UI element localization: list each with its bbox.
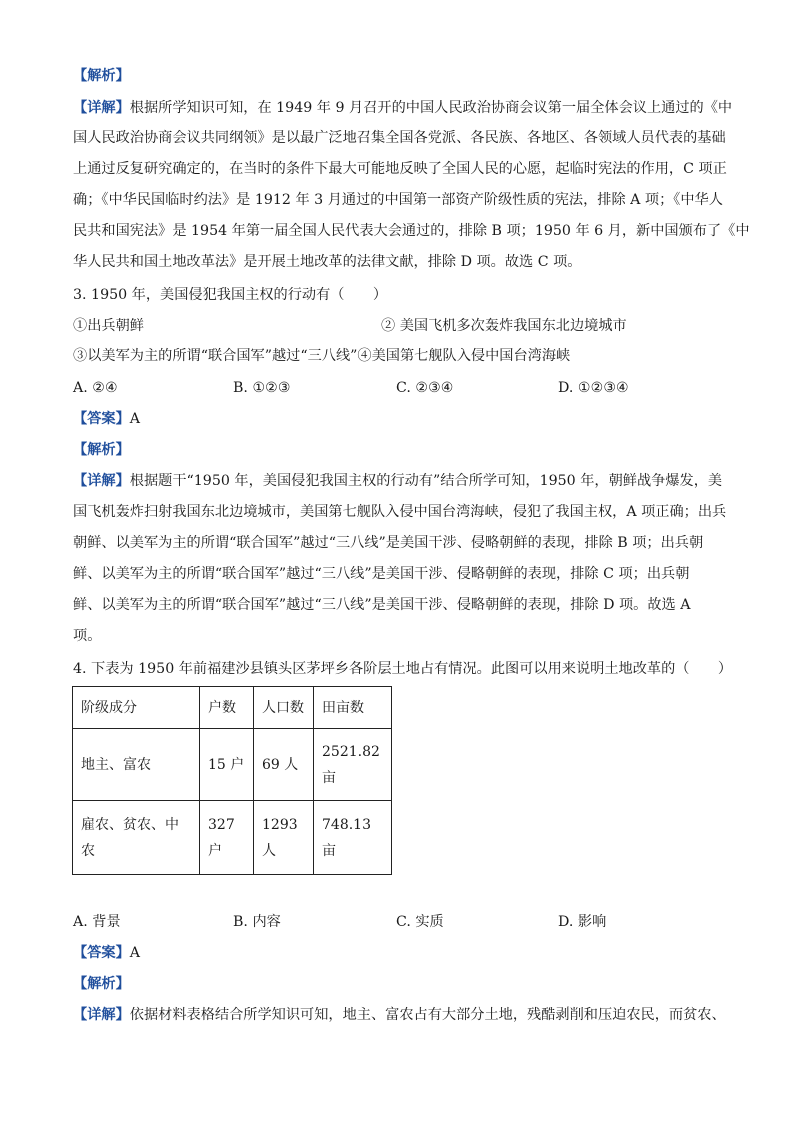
q4-option-a: A. 背景 — [73, 914, 121, 930]
detail-line: 民共和国宪法》是 1954 年第一届全国人民代表大会通过的，排除 B 项；1950 年 6 月，新中国颁布了《中 — [73, 223, 750, 239]
answer-label: 【答案】 — [73, 945, 130, 961]
question-3-stem: 3. 1950 年，美国侵犯我国主权的行动有（ ） — [73, 287, 388, 303]
detail-line — [73, 1005, 726, 1025]
detail-line: 项。 — [73, 628, 102, 644]
detail-text: 根据题干“1950 年，美国侵犯我国主权的行动有”结合所学可知，1950 年，朝鲜战争爆发，美 — [129, 473, 723, 489]
table-cell: 雇农、贫农、中农 — [73, 801, 200, 875]
detail-line: 鲜、以美军为主的所谓“联合国军”越过“三八线”是美国干涉、侵略朝鲜的表现，排除 D 项。故选 A — [73, 597, 691, 613]
table-cell: 748.13 亩 — [314, 801, 392, 875]
table-cell: 2521.82 亩 — [314, 729, 392, 801]
detail-label: 【详解】 — [73, 100, 130, 116]
detail-line: 上通过反复研究确定的，在当时的条件下最大可能地反映了全国人民的心愿，起临时宪法的作用，C 项正 — [73, 161, 727, 177]
table-header-cell: 户数 — [200, 687, 254, 729]
table-header-row — [73, 687, 392, 729]
analysis-label: 【解析】 — [73, 442, 130, 458]
question-4-stem: 4. 下表为 1950 年前福建沙县镇头区茅坪乡各阶层土地占有情况。此图可以用来说明土地改革的（ ） — [73, 661, 733, 677]
table-row — [73, 801, 392, 875]
answer-value: A — [129, 411, 141, 427]
table-row — [73, 729, 392, 801]
q4-answer — [73, 943, 140, 963]
table-cell: 地主、富农 — [73, 729, 200, 801]
q3-answer — [73, 409, 140, 429]
detail-line — [73, 98, 732, 118]
q3-option-c: C. ②③④ — [396, 380, 454, 396]
detail-line: 鲜、以美军为主的所谓“联合国军”越过“三八线”是美国干涉、侵略朝鲜的表现，排除 C 项；出兵朝 — [73, 566, 690, 582]
q3-item-3-4: ③以美军为主的所谓“联合国军”越过“三八线”④美国第七舰队入侵中国台湾海峡 — [73, 348, 571, 364]
q3-item-1: ①出兵朝鲜 — [73, 318, 144, 334]
land-ownership-table — [72, 686, 392, 875]
table-header-cell: 阶级成分 — [73, 687, 200, 729]
q4-option-d: D. 影响 — [558, 914, 607, 930]
answer-label: 【答案】 — [73, 411, 130, 427]
table-header-cell: 田亩数 — [314, 687, 392, 729]
detail-line: 国人民政治协商会议共同纲领》是以最广泛地召集全国各党派、各民族、各地区、各领域人员代表的基础 — [73, 130, 726, 146]
analysis-label: 【解析】 — [73, 976, 130, 992]
detail-text: 根据所学知识可知，在 1949 年 9 月召开的中国人民政治协商会议第一届全体会议上通过的《中 — [129, 100, 733, 116]
detail-line: 国飞机轰炸扫射我国东北边境城市，美国第七舰队入侵中国台湾海峡，侵犯了我国主权，A 项正确；出兵 — [73, 504, 727, 520]
table-cell: 1293 人 — [254, 801, 314, 875]
table-cell: 327 户 — [200, 801, 254, 875]
table-cell: 69 人 — [254, 729, 314, 801]
q3-option-d: D. ①②③④ — [558, 380, 629, 396]
detail-text: 依据材料表格结合所学知识可知，地主、富农占有大部分土地，残酷剥削和压迫农民，而贫农、 — [129, 1007, 726, 1023]
detail-label: 【详解】 — [73, 473, 130, 489]
answer-value: A — [129, 945, 141, 961]
q3-item-2: ② 美国飞机多次轰炸我国东北边境城市 — [381, 318, 627, 334]
detail-line — [73, 471, 722, 491]
q4-option-c: C. 实质 — [396, 914, 444, 930]
table-header-cell: 人口数 — [254, 687, 314, 729]
q3-option-a: A. ②④ — [73, 380, 118, 396]
q3-option-b: B. ①②③ — [233, 380, 291, 396]
detail-line: 确；《中华民国临时约法》是 1912 年 3 月通过的中国第一部资产阶级性质的宪法，排除 A 项；《中华人 — [73, 192, 723, 208]
table-cell: 15 户 — [200, 729, 254, 801]
detail-line: 华人民共和国土地改革法》是开展土地改革的法律文献，排除 D 项。故选 C 项。 — [73, 254, 582, 270]
analysis-label: 【解析】 — [73, 68, 130, 84]
detail-label: 【详解】 — [73, 1007, 130, 1023]
q4-option-b: B. 内容 — [233, 914, 281, 930]
detail-line: 朝鲜、以美军为主的所谓“联合国军”越过“三八线”是美国干涉、侵略朝鲜的表现，排除 B 项；出兵朝 — [73, 535, 704, 551]
